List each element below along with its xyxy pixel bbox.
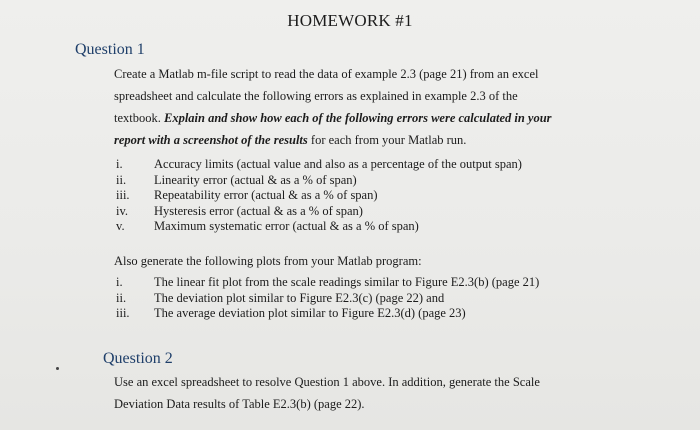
question-1-body <box>114 63 552 151</box>
question-1-line-2: spreadsheet and calculate the following errors as explained in example 2.3 of the <box>114 89 518 103</box>
question-1-line-3-emphasis: Explain and show how each of the following errors were calculated in your <box>164 111 552 125</box>
plots-intro-text: Also generate the following plots from your Matlab program: <box>114 254 422 268</box>
question-2-line-1: Use an excel spreadsheet to resolve Question 1 above. In addition, generate the Scale <box>114 375 540 389</box>
list-item-number: iv. <box>116 203 129 218</box>
list-item-text: The deviation plot similar to Figure E2.3(c) (page 22) and <box>154 290 445 305</box>
question-1-line-4-emphasis: report with a screenshot of the results <box>114 133 308 147</box>
list-item-text: Accuracy limits (actual value and also as a percentage of the output span) <box>154 157 522 171</box>
list-item-text: The linear fit plot from the scale readings similar to Figure E2.3(b) (page 21) <box>154 275 540 289</box>
list-item-number: v. <box>116 219 125 233</box>
list-item-text: Linearity error (actual & as a % of span) <box>154 172 357 187</box>
question-1-line-1: Create a Matlab m-file script to read the data of example 2.3 (page 21) from an excel <box>114 67 539 81</box>
list-item-number: i. <box>116 157 123 171</box>
question-1-line-4 <box>114 129 552 151</box>
plots-intro <box>114 250 422 272</box>
question-1-heading: Question 1 <box>75 41 145 58</box>
question-1-line-3 <box>114 107 552 129</box>
list-item-text: Maximum systematic error (actual & as a % of span) <box>154 219 419 233</box>
list-item-number: iii. <box>116 306 130 320</box>
list-item-number: ii. <box>116 290 127 305</box>
list-item-text: Repeatability error (actual & as a % of span) <box>154 188 378 202</box>
question-1-line-3-plain: textbook. <box>114 111 164 125</box>
question-2-body <box>114 371 540 415</box>
bullet-dot <box>56 367 59 370</box>
question-1-line-4-plain: for each from your Matlab run. <box>307 133 467 147</box>
question-2-heading: Question 2 <box>103 350 173 367</box>
list-item-number: iii. <box>116 188 130 202</box>
list-item-text: The average deviation plot similar to Figure E2.3(d) (page 23) <box>154 306 466 320</box>
list-item-number: ii. <box>116 172 127 187</box>
page-title: HOMEWORK #1 <box>287 11 413 30</box>
list-item-number: i. <box>116 275 123 289</box>
question-2-line-2: Deviation Data results of Table E2.3(b) (page 22). <box>114 397 365 411</box>
list-item-text: Hysteresis error (actual & as a % of span) <box>154 203 363 218</box>
